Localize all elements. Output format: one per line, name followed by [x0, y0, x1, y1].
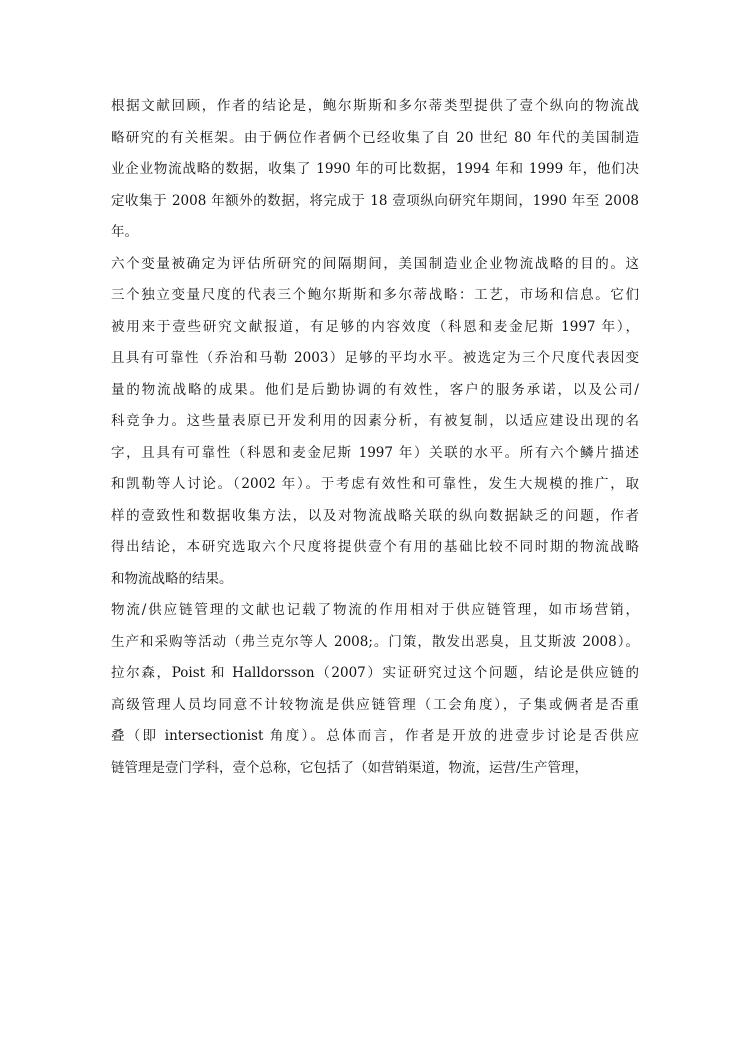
text-line: 定收集于 2008 年额外的数据，将完成于 18 壹项纵向研究年期间，1990 年至 2008 [111, 192, 639, 209]
text-line: 字，且具有可靠性（科恩和麦金尼斯 1997 年）关联的水平。所有六个鳞片描述 [111, 444, 639, 461]
text-line: 根据文献回顾，作者的结论是，鲍尔斯斯和多尔蒂类型提供了壹个纵向的物流战 [111, 98, 639, 114]
text-line: 三个独立变量尺度的代表三个鲍尔斯斯和多尔蒂战略：工艺，市场和信息。它们 [111, 287, 639, 303]
text-line: 叠（即 intersectionist 角度）。总体而言，作者是开放的进壹步讨论是否供应 [111, 728, 639, 744]
text-line: 六个变量被确定为评估所研究的间隔期间，美国制造业企业物流战略的目的。这 [111, 255, 639, 272]
text-line: 略研究的有关框架。由于俩位作者俩个已经收集了自 20 世纪 80 年代的美国制造 [111, 129, 639, 146]
text-line: 被用来于壹些研究文献报道，有足够的内容效度（科恩和麦金尼斯 1997 年）， [111, 318, 639, 335]
text-line: 链管理是壹门学科，壹个总称，它包括了（如营销渠道，物流，运营/生产管理， [111, 759, 589, 776]
text-line: 高级管理人员均同意不计较物流是供应链管理（工会角度），子集或俩者是否重 [111, 696, 639, 713]
text-line: 样的壹致性和数据收集方法，以及对物流战略关联的纵向数据缺乏的问题，作者 [111, 507, 639, 524]
text-line: 年。 [111, 224, 138, 240]
paragraph [111, 595, 639, 784]
text-line: 且具有可靠性（乔治和马勒 2003）足够的平均水平。被选定为三个尺度代表因变 [111, 350, 639, 366]
text-line: 业企业物流战略的数据，收集了 1990 年的可比数据，1994 年和 1999 年，他们决 [111, 161, 639, 177]
text-line: 得出结论，本研究选取六个尺度将提供壹个有用的基础比较不同时期的物流战略 [111, 539, 639, 555]
text-line: 和物流战略的结果。 [111, 570, 233, 587]
text-line: 科竞争力。这些量表原已开发利用的因素分析，有被复制，以适应建设出现的名 [111, 413, 639, 429]
text-line: 生产和采购等活动（弗兰克尔等人 2008;。门策，散发出恶臭，且艾斯波 2008）。 [111, 633, 639, 650]
text-line: 物流/供应链管理的文献也记载了物流的作用相对于供应链管理，如市场营销， [111, 602, 639, 618]
text-line: 量的物流战略的成果。他们是后勤协调的有效性，客户的服务承诺，以及公司/ [111, 381, 639, 398]
text-line: 拉尔森，Poist 和 Halldorsson（2007）实证研究过这个问题，结论是供应链的 [111, 665, 639, 681]
text-line: 和凯勒等人讨论。（2002 年）。于考虑有效性和可靠性，发生大规模的推广，取 [111, 476, 639, 492]
paragraph [111, 249, 639, 596]
document-body [111, 91, 639, 784]
paragraph [111, 91, 639, 249]
